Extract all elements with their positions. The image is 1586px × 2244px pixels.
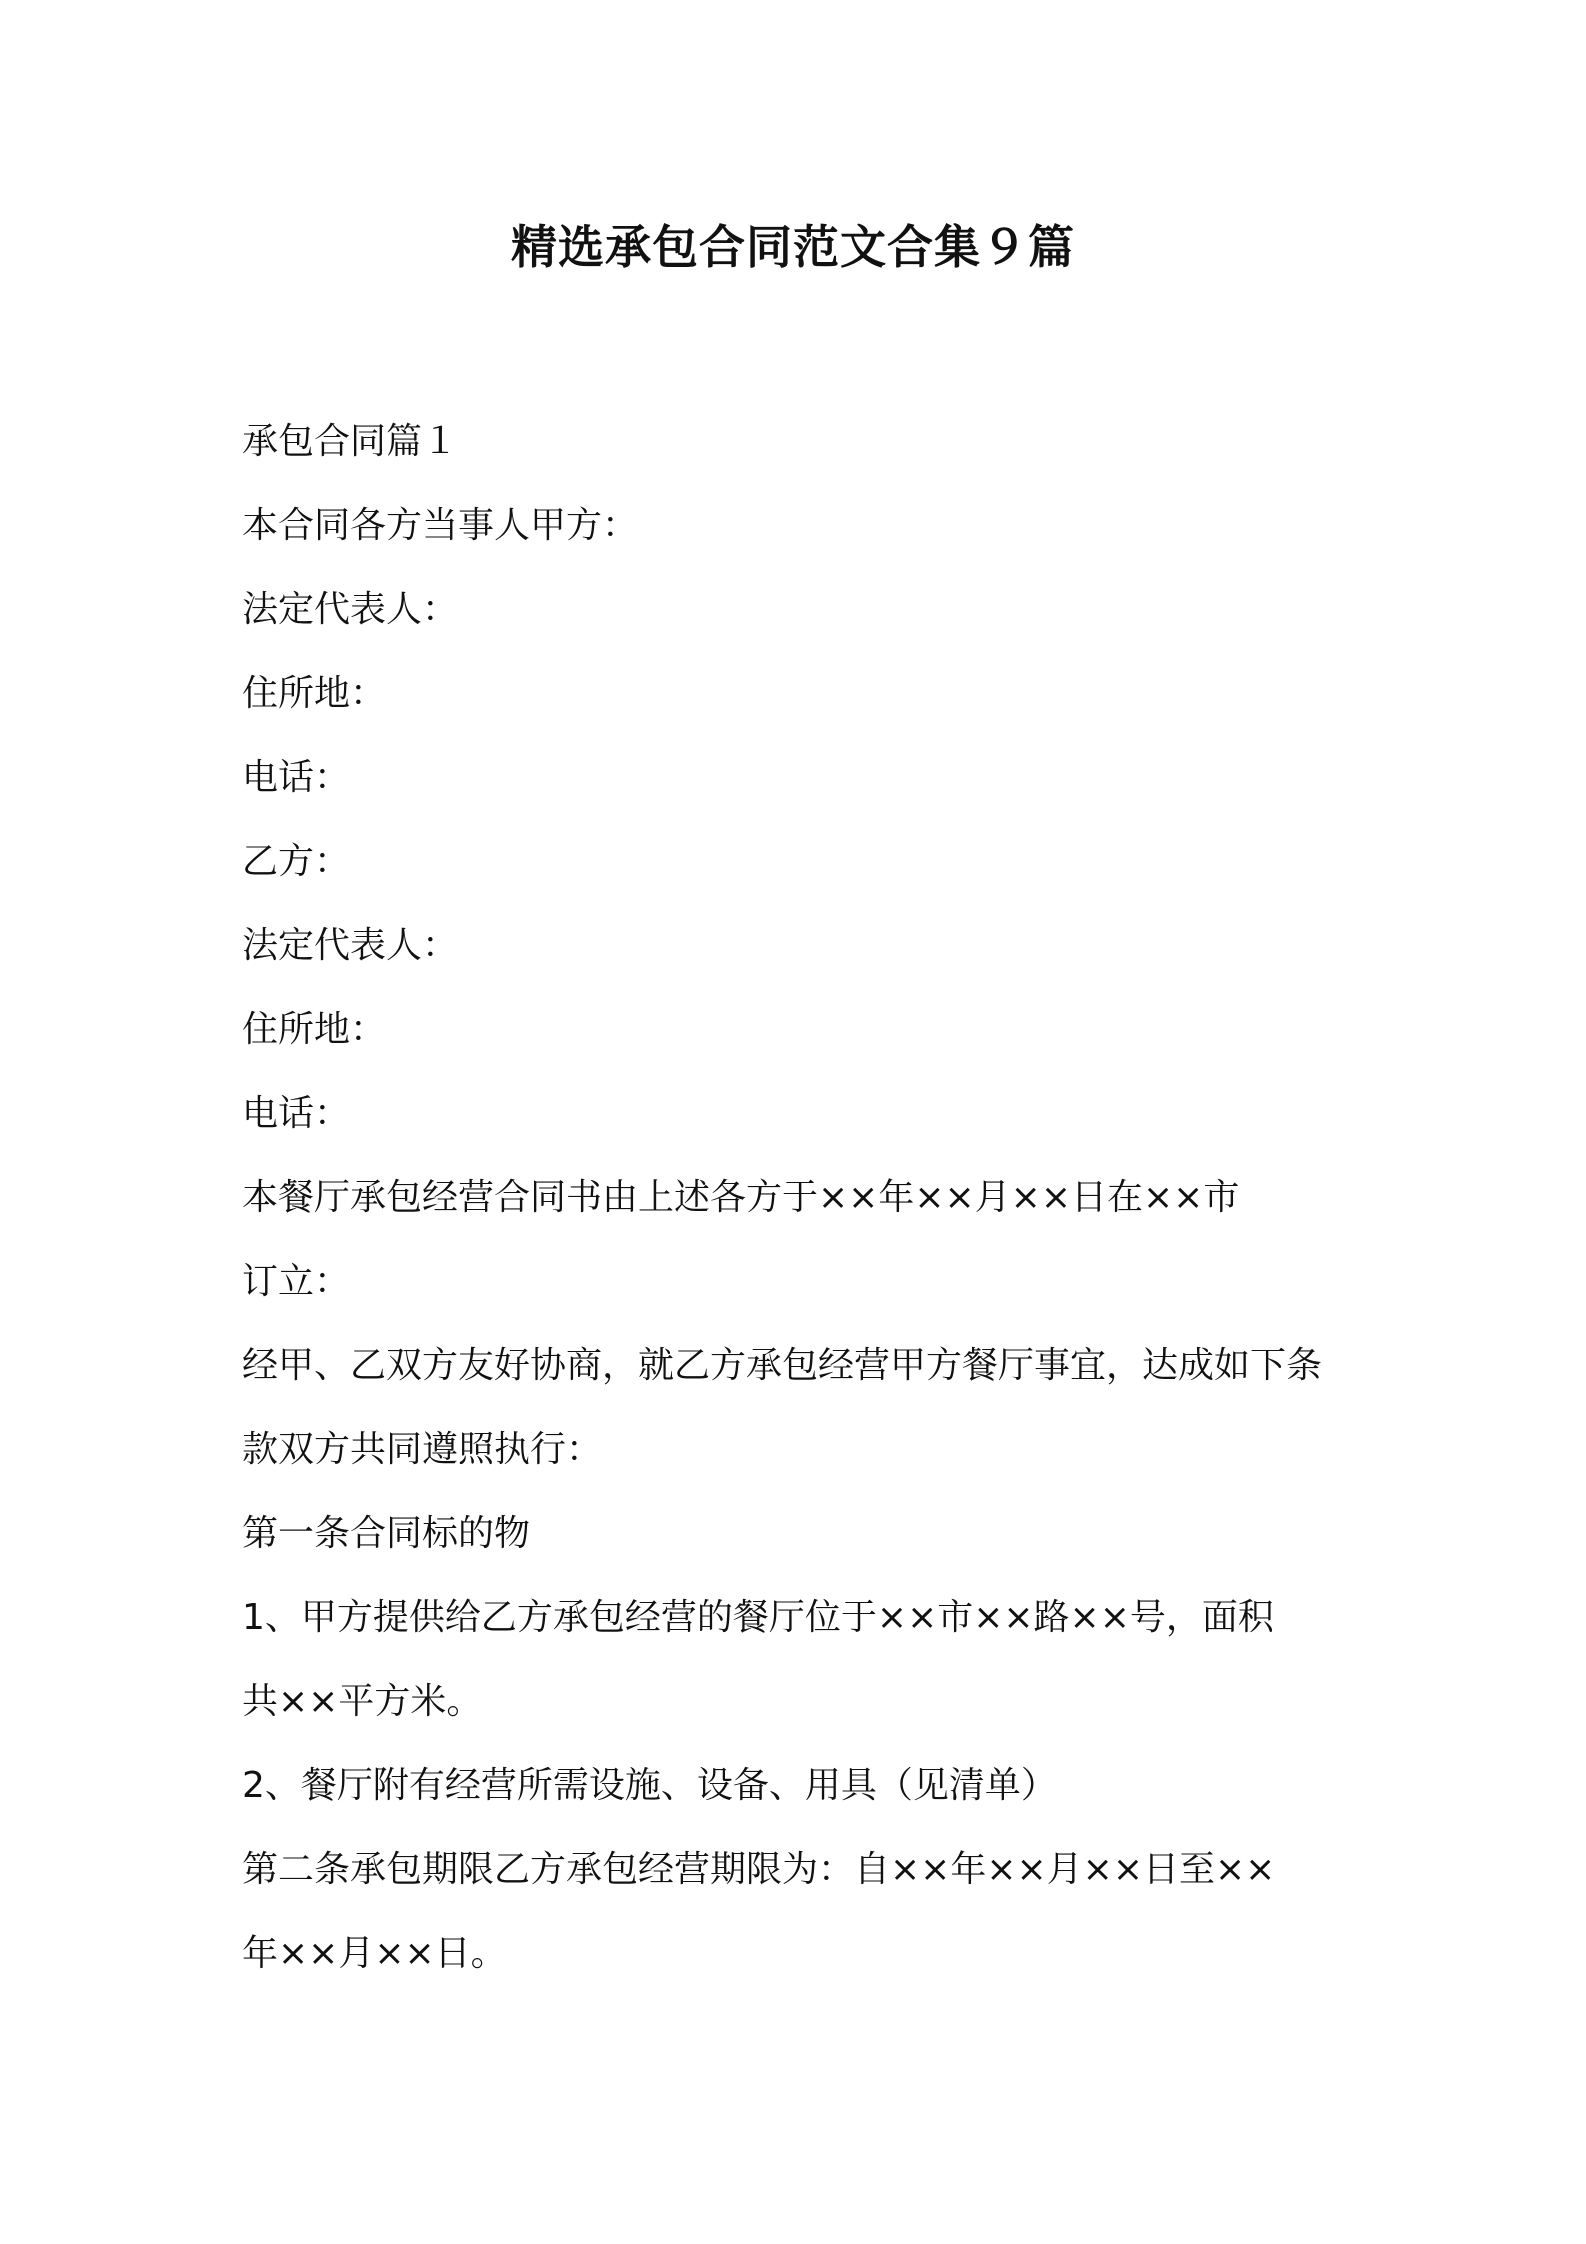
- paragraph-line: 年××月××日。: [242, 1933, 507, 1974]
- paragraph-line: 第二条承包期限乙方承包经营期限为：自××年××月××日至××: [242, 1849, 1276, 1890]
- section-heading: 承包合同篇１: [242, 421, 459, 462]
- paragraph-line: 订立：: [242, 1261, 351, 1302]
- party-a-address: 住所地：: [242, 673, 387, 714]
- paragraph-line: 本餐厅承包经营合同书由上述各方于××年××月××日在××市: [242, 1177, 1240, 1218]
- party-b-line: 乙方：: [242, 841, 351, 882]
- party-b-phone: 电话：: [242, 1093, 351, 1134]
- paragraph-line: 2、餐厅附有经营所需设施、设备、用具（见清单）: [242, 1765, 1057, 1806]
- party-b-address: 住所地：: [242, 1009, 387, 1050]
- paragraph-line: 经甲、乙双方友好协商，就乙方承包经营甲方餐厅事宜，达成如下条: [242, 1345, 1323, 1386]
- party-a-phone: 电话：: [242, 757, 351, 798]
- party-a-line: 本合同各方当事人甲方：: [242, 505, 639, 546]
- party-b-legal-rep: 法定代表人：: [242, 925, 459, 966]
- paragraph-line: 1、甲方提供给乙方承包经营的餐厅位于××市××路××号，面积: [242, 1597, 1274, 1638]
- paragraph-line: 共××平方米。: [242, 1681, 483, 1722]
- document-title: 精选承包合同范文合集９篇: [511, 220, 1075, 274]
- article-heading: 第一条合同标的物: [242, 1513, 531, 1554]
- paragraph-line: 款双方共同遵照执行：: [242, 1429, 603, 1470]
- document-body: [242, 400, 1362, 1996]
- party-a-legal-rep: 法定代表人：: [242, 589, 459, 630]
